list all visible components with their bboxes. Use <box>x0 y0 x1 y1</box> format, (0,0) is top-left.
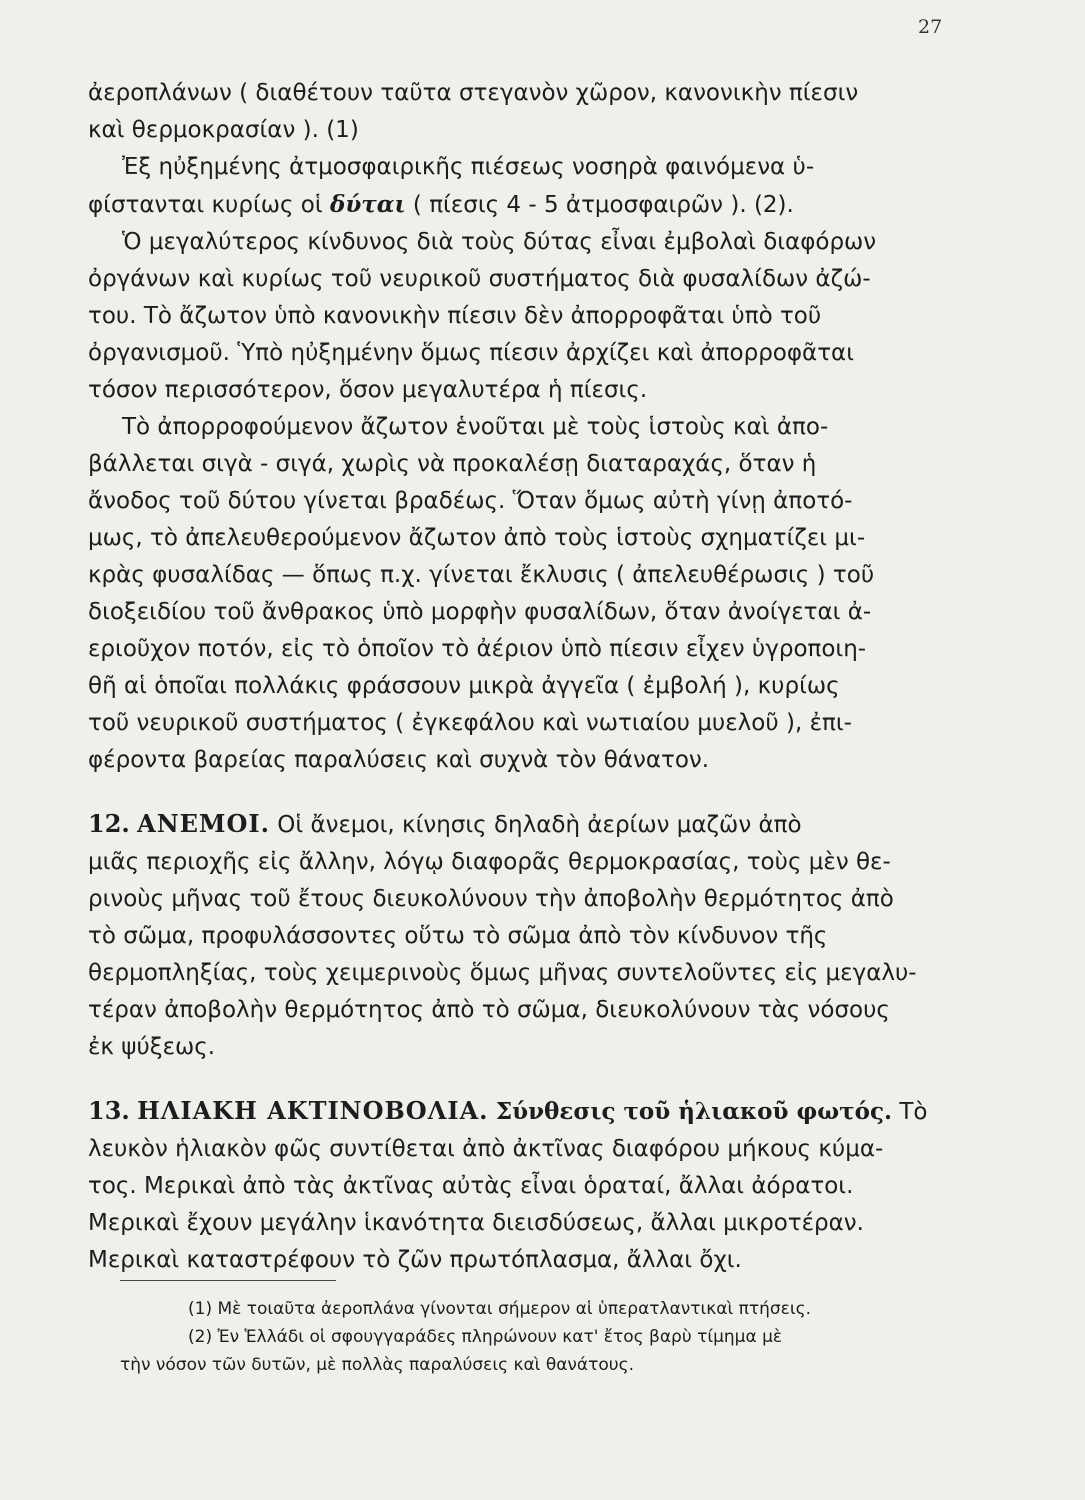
section-solar-radiation <box>88 1092 966 1279</box>
text-fragment: Τὸ <box>892 1099 928 1125</box>
text-line <box>88 1092 966 1131</box>
section-title: ΑΝΕΜΟΙ. <box>137 809 270 838</box>
text-line: εριοῦχον ποτόν, εἰς τὸ ὁποῖον τὸ ἀέριον ὑπὸ πίεσιν εἶχεν ὑγροποιη- <box>88 636 867 662</box>
text-line: Ὁ μεγαλύτερος κίνδυνος διὰ τοὺς δύτας εἶναι ἐμβολαὶ διαφόρων <box>122 229 877 255</box>
text-line <box>88 186 966 224</box>
text-fragment: Οἱ ἄνεμοι, κίνησις δηλαδὴ ἀερίων μαζῶν ἀπὸ <box>269 812 802 838</box>
text-line: Τὸ ἀπορροφούμενον ἄζωτον ἑνοῦται μὲ τοὺς ἱστοὺς καὶ ἀπο- <box>122 414 829 440</box>
text-line: φέροντα βαρείας παραλύσεις καὶ συχνὰ τὸν θάνατον. <box>88 747 710 773</box>
text-line: ἐκ ψύξεως. <box>88 1034 216 1060</box>
subsection-title: Σύνθεσις τοῦ ἡλιακοῦ φωτός. <box>495 1098 893 1125</box>
section-title: ΗΛΙΑΚΗ ΑΚΤΙΝΟΒΟΛΙΑ. <box>137 1096 489 1125</box>
text-line: ἄνοδος τοῦ δύτου γίνεται βραδέως. Ὅταν ὅμως αὐτὴ γίνῃ ἀποτό- <box>88 488 853 514</box>
text-line: βάλλεται σιγὰ - σιγά, χωρὶς νὰ προκαλέσῃ διαταραχάς, ὅταν ἡ <box>88 451 817 477</box>
text-line: τόσον περισσότερον, ὅσον μεγαλυτέρα ἡ πίεσις. <box>88 377 648 403</box>
text-line: ὀργάνων καὶ κυρίως τοῦ νευρικοῦ συστήματος διὰ φυσαλίδων ἀζώ- <box>88 266 871 292</box>
text-line: μιᾶς περιοχῆς εἰς ἄλλην, λόγῳ διαφορᾶς θερμοκρασίας, τοὺς μὲν θε- <box>88 849 891 875</box>
text-line: ἀεροπλάνων ( διαθέτουν ταῦτα στεγανὸν χῶρον, κανονικὴν πίεσιν <box>88 80 859 106</box>
text-line: κρὰς φυσαλίδας — ὅπως π.χ. γίνεται ἔκλυσις ( ἀπελευθέρωσις ) τοῦ <box>88 562 875 588</box>
paragraph <box>88 149 966 224</box>
text-line: του. Τὸ ἄζωτον ὑπὸ κανονικὴν πίεσιν δὲν ἀπορροφᾶται ὑπὸ τοῦ <box>88 303 822 329</box>
text-line: Μερικαὶ καταστρέφουν τὸ ζῶν πρωτόπλασμα, ἄλλαι ὄχι. <box>88 1247 742 1273</box>
footnote: (1) Μὲ τοιαῦτα ἀεροπλάνα γίνονται σήμερον αἱ ὑπερατλαντικαὶ πτήσεις. <box>188 1299 811 1319</box>
text-line: διοξειδίου τοῦ ἄνθρακος ὑπὸ μορφὴν φυσαλίδων, ὅταν ἀνοίγεται ἀ- <box>88 599 872 625</box>
section-anemoi <box>88 805 966 1066</box>
text-line: καὶ θερμοκρασίαν ). (1) <box>88 117 359 143</box>
paragraph <box>88 224 966 409</box>
text-line <box>88 805 966 844</box>
main-text <box>88 75 966 1279</box>
footnotes <box>120 1295 990 1379</box>
text-line: ὀργανισμοῦ. Ὑπὸ ηὐξημένην ὅμως πίεσιν ἀρχίζει καὶ ἀπορροφᾶται <box>88 340 854 366</box>
paragraph <box>88 75 966 149</box>
text-fragment <box>489 1099 496 1125</box>
text-line: ρινοὺς μῆνας τοῦ ἔτους διευκολύνουν τὴν ἀποβολὴν θερμότητος ἀπὸ <box>88 886 894 912</box>
footnote: (2) Ἐν Ἑλλάδι οἱ σφουγγαράδες πληρώνουν κατ' ἔτος βαρὺ τίμημα μὲ <box>188 1327 783 1347</box>
text-line: Ἐξ ηὐξημένης ἀτμοσφαιρικῆς πιέσεως νοσηρὰ φαινόμενα ὑ- <box>122 154 815 180</box>
paragraph <box>88 409 966 779</box>
text-line: Μερικαὶ ἔχουν μεγάλην ἱκανότητα διεισδύσεως, ἄλλαι μικροτέραν. <box>88 1210 864 1236</box>
text-line: τέραν ἀποβολὴν θερμότητος ἀπὸ τὸ σῶμα, διευκολύνουν τὰς νόσους <box>88 997 890 1023</box>
section-number: 12. <box>88 809 130 838</box>
footnote-divider <box>120 1280 336 1281</box>
emphasized-term: δύται <box>329 191 406 218</box>
text-fragment: ( πίεσις 4 - 5 ἀτμοσφαιρῶν ). (2). <box>405 192 794 218</box>
text-line: τος. Μερικαὶ ἀπὸ τὰς ἀκτῖνας αὐτὰς εἶναι ὁραταί, ἄλλαι ἀόρατοι. <box>88 1173 854 1199</box>
text-fragment: φίστανται κυρίως οἱ <box>88 192 330 218</box>
footnote-continuation: τὴν νόσον τῶν δυτῶν, μὲ πολλὰς παραλύσεις καὶ θανάτους. <box>120 1355 634 1375</box>
page-number: 27 <box>918 16 943 38</box>
text-line: τὸ σῶμα, προφυλάσσοντες οὕτω τὸ σῶμα ἀπὸ τὸν κίνδυνον τῆς <box>88 923 828 949</box>
section-number: 13. <box>88 1096 130 1125</box>
text-line: λευκὸν ἡλιακὸν φῶς συντίθεται ἀπὸ ἀκτῖνας διαφόρου μήκους κύμα- <box>88 1136 884 1162</box>
text-line: μως, τὸ ἀπελευθερούμενον ἄζωτον ἀπὸ τοὺς ἱστοὺς σχηματίζει μι- <box>88 525 866 551</box>
text-line: θερμοπληξίας, τοὺς χειμερινοὺς ὅμως μῆνας συντελοῦντες εἰς μεγαλυ- <box>88 960 917 986</box>
text-line: τοῦ νευρικοῦ συστήματος ( ἐγκεφάλου καὶ νωτιαίου μυελοῦ ), ἐπι- <box>88 710 852 736</box>
text-line: θῆ αἱ ὁποῖαι πολλάκις φράσσουν μικρὰ ἀγγεῖα ( ἐμβολή ), κυρίως <box>88 673 840 699</box>
